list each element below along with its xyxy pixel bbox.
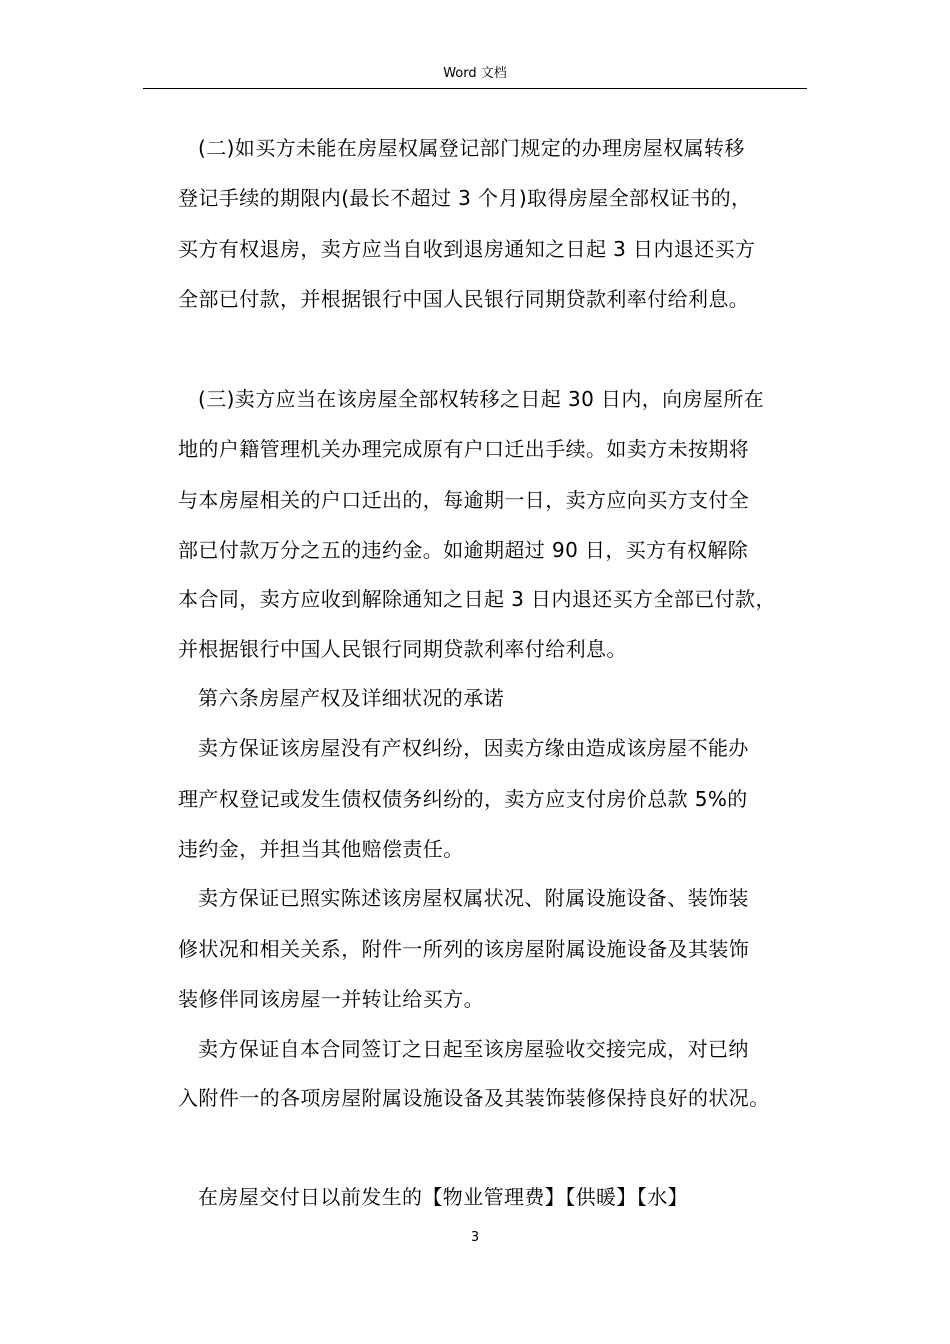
text-line: 本合同，卖方应收到解除通知之日起 3 日内退还买方全部已付款， <box>178 587 776 611</box>
text-line: 修状况和相关关系，附件一所列的该房屋附属设施设备及其装饰 <box>178 937 750 961</box>
text-line: 卖方保证已照实陈述该房屋权属状况、附属设施设备、装饰装 <box>198 886 749 910</box>
text-line: 卖方保证该房屋没有产权纠纷，因卖方缘由造成该房屋不能办 <box>198 736 749 760</box>
text-line: 在房屋交付日以前发生的【物业管理费】【供暖】【水】 <box>198 1185 688 1209</box>
text-line: 理产权登记或发生债权债务纠纷的，卖方应支付房价总款 5%的 <box>178 787 748 811</box>
text-line: 买方有权退房，卖方应当自收到退房通知之日起 3 日内退还买方 <box>178 237 756 261</box>
text-line: 违约金，并担当其他赔偿责任。 <box>178 837 464 861</box>
page-number: 3 <box>470 1230 480 1245</box>
text-line: 登记手续的期限内(最长不超过 3 个月)取得房屋全部权证书的， <box>178 186 752 210</box>
text-line: 卖方保证自本合同签订之日起至该房屋验收交接完成，对已纳 <box>198 1037 749 1061</box>
text-line: 与本房屋相关的户口迁出的，每逾期一日，卖方应向买方支付全 <box>178 488 750 512</box>
text-line: 地的户籍管理机关办理完成原有户口迁出手续。如卖方未按期将 <box>178 437 750 461</box>
text-line: (三)卖方应当在该房屋全部权转移之日起 30 日内，向房屋所在 <box>198 387 765 411</box>
text-line: 入附件一的各项房屋附属设施设备及其装饰装修保持良好的状况。 <box>178 1086 770 1110</box>
text-line: 并根据银行中国人民银行同期贷款利率付给利息。 <box>178 637 627 661</box>
text-line: 全部已付款，并根据银行中国人民银行同期贷款利率付给利息。 <box>178 287 750 311</box>
section-heading: 第六条房屋产权及详细状况的承诺 <box>198 686 504 710</box>
text-line: (二)如买方未能在房屋权属登记部门规定的办理房屋权属转移 <box>198 136 745 160</box>
page-header: Word 文档 <box>443 66 507 81</box>
text-line: 部已付款万分之五的违约金。如逾期超过 90 日，买方有权解除 <box>178 538 749 562</box>
header-divider <box>143 88 807 89</box>
text-line: 装修伴同该房屋一并转让给买方。 <box>178 987 484 1011</box>
